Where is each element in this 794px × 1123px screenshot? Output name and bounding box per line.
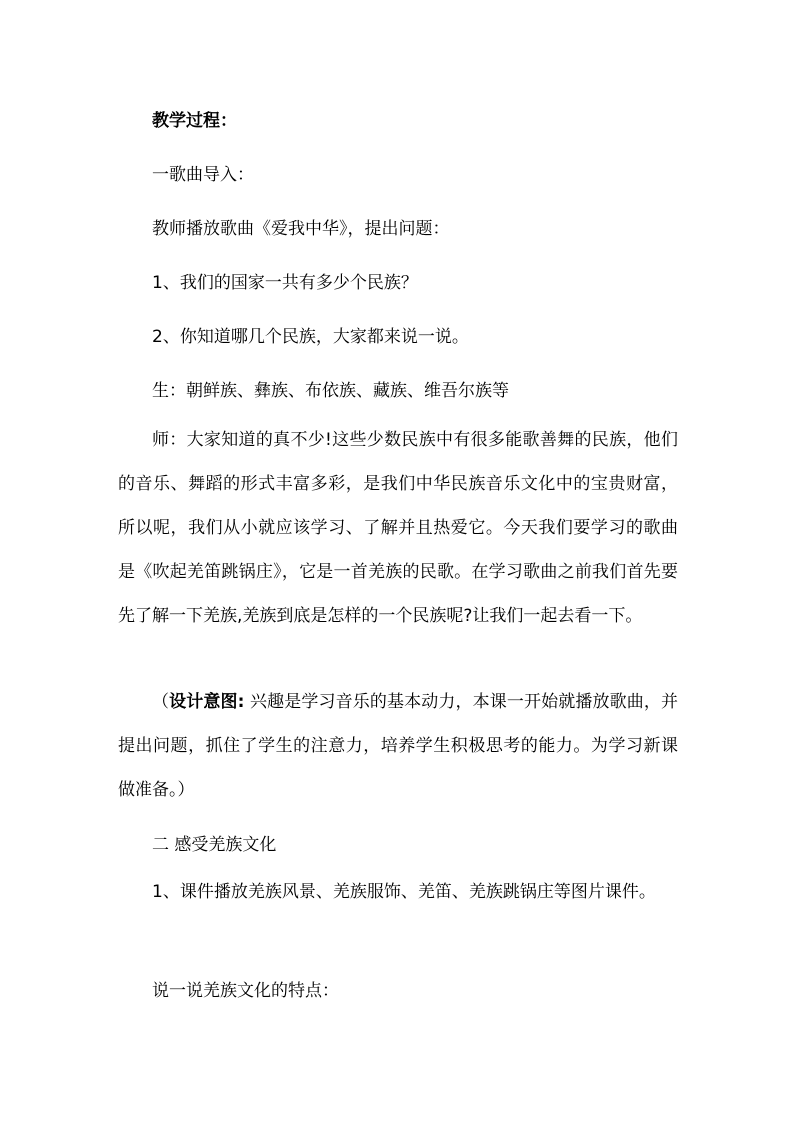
design-text: 兴趣是学习音乐的基本动力，本课一开始就播放歌曲，并提出问题，抓住了学生的注意力，培养学生积极思考的能力。为学习新课做准备。） [118, 692, 679, 800]
intro-paragraph: 教师播放歌曲《爱我中华》，提出问题： [152, 219, 450, 239]
item-1: 1、课件播放羌族风景、羌族服饰、羌笛、羌族跳锅庄等图片课件。 [152, 882, 656, 902]
teacher-paragraph: 师：大家知道的真不少!这些少数民族中有很多能歌善舞的民族，他们的音乐、舞蹈的形式丰富多彩，是我们中华民族音乐文化中的宝贵财富，所以呢，我们从小就应该学习、了解并且热爱它。今天我们要学习的歌曲是《吹起羌笛跳锅庄》，它是一首羌族的民歌。在学习歌曲之前我们首先要先了解一下羌族,羌族到底是怎样的一个民族呢?让我们一起去看一下。 [118, 430, 678, 626]
design-label: 设计意图: [169, 692, 245, 712]
design-open-paren: （ [152, 692, 170, 712]
question-2: 2、你知道哪几个民族，大家都来说一说。 [152, 327, 469, 347]
heading: 教学过程： [152, 111, 237, 131]
discuss-line: 说一说羌族文化的特点： [152, 981, 339, 1001]
question-1: 1、我们的国家一共有多少个民族？ [152, 273, 418, 293]
section1-title: 一歌曲导入： [152, 165, 254, 185]
design-intent-paragraph [118, 680, 678, 812]
section2-title: 二 感受羌族文化 [152, 835, 277, 855]
student-answer: 生：朝鲜族、彝族、布依族、藏族、维吾尔族等 [152, 381, 509, 401]
